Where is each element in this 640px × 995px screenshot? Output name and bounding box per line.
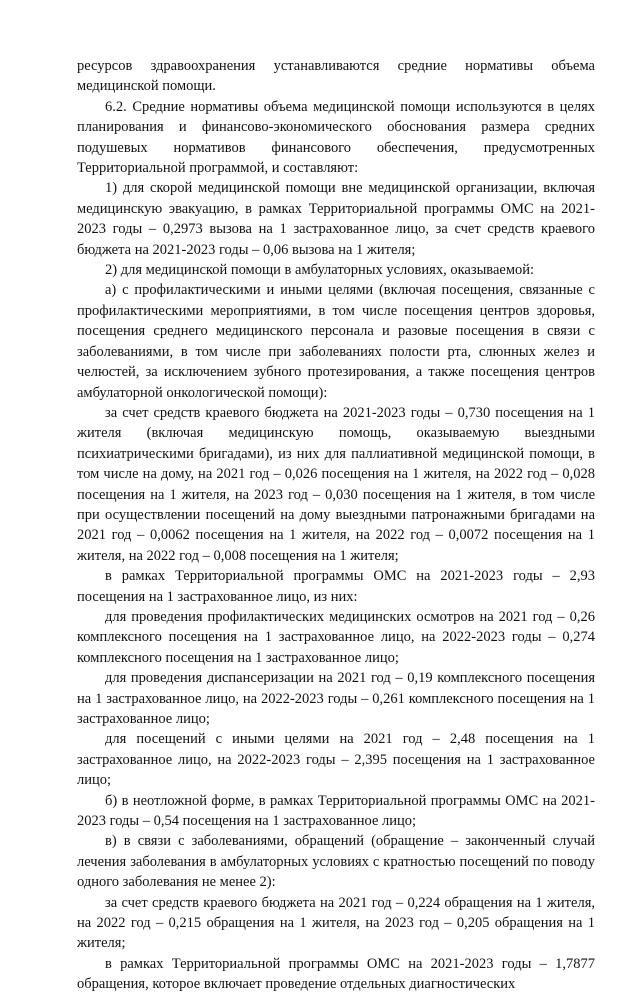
paragraph: для проведения диспансеризации на 2021 год – 0,19 комплексного посещения на 1 застрахованное лицо, на 2022-2023 годы – 0,261 комплексного посещения на 1 застрахованное лицо; [77, 670, 595, 727]
paragraph: ресурсов здравоохранения устанавливаются средние нормативы объема медицинской помощи. [77, 58, 595, 95]
paragraph: за счет средств краевого бюджета на 2021-2023 годы – 0,730 посещения на 1 жителя (включая медицинскую помощь, оказываемую выездными психиатрическими бригадами), из них для паллиативной медицинской помощи, в том числе на дому, на 2021 год – 0,026 посещения на 1 жителя, на 2022 год – 0,028 посещения на 1 жителя, на 2023 год – 0,030 посещения на 1 жителя, в том числе при осуществлении посещений на дому выездными патронажными бригадами на 2021 год – 0,0062 посещения на 1 жителя, на 2022 год – 0,0072 посещения на 1 жителя, на 2022 год – 0,008 посещения на 1 жителя; [77, 404, 595, 564]
document-page [77, 56, 595, 995]
paragraph: 6.2. Средние нормативы объема медицинской помощи используются в целях планирования и финансово-экономического обоснования размера средних подушевых нормативов финансового обеспечения, предусмотренных Территориальной программой, и составляют: [77, 98, 595, 177]
paragraph: для посещений с иными целями на 2021 год – 2,48 посещения на 1 застрахованное лицо, на 2022-2023 годы – 2,395 посещения на 1 застрахованное лицо; [77, 731, 595, 789]
paragraph: в) в связи с заболеваниями, обращений (обращение – законченный случай лечения заболевания в амбулаторных условиях с кратностью посещений по поводу одного заболевания не менее 2): [77, 833, 595, 891]
paragraph: а) с профилактическими и иными целями (включая посещения, связанные с профилактическими мероприятиями, в том числе посещения центров здоровья, посещения среднего медицинского персонала и разовые посещения в связи с заболеваниями, в том числе при заболеваниях полости рта, слюнных желез и челюстей, за исключением зубного протезирования, а также посещения центров амбулаторной онкологической помощи): [77, 282, 595, 401]
paragraph: б) в неотложной форме, в рамках Территориальной программы ОМС на 2021-2023 годы – 0,54 посещения на 1 застрахованное лицо; [77, 792, 595, 830]
paragraph: для проведения профилактических медицинских осмотров на 2021 год – 0,26 комплексного посещения на 1 застрахованное лицо, на 2022-2023 годы – 0,274 комплексного посещения на 1 застрахованное лицо; [77, 608, 595, 666]
paragraph: 2) для медицинской помощи в амбулаторных условиях, оказываемой: [105, 262, 535, 279]
paragraph: в рамках Территориальной программы ОМС на 2021-2023 годы – 2,93 посещения на 1 застрахованное лицо, из них: [77, 568, 595, 605]
paragraph: 1) для скорой медицинской помощи вне медицинской организации, включая медицинскую эвакуацию, в рамках Территориальной программы ОМС на 2021-2023 годы – 0,2973 вызова на 1 застрахованное лицо, за счет средств краевого бюджета на 2021-2023 годы – 0,06 вызова на 1 жителя; [77, 180, 595, 258]
paragraph: в рамках Территориальной программы ОМС на 2021-2023 годы – 1,7877 обращения, которое включает проведение отдельных диагностических [77, 955, 595, 993]
paragraph: за счет средств краевого бюджета на 2021 год – 0,224 обращения на 1 жителя, на 2022 год – 0,215 обращения на 1 жителя, на 2023 год – 0,205 обращения на 1 жителя; [77, 894, 595, 952]
